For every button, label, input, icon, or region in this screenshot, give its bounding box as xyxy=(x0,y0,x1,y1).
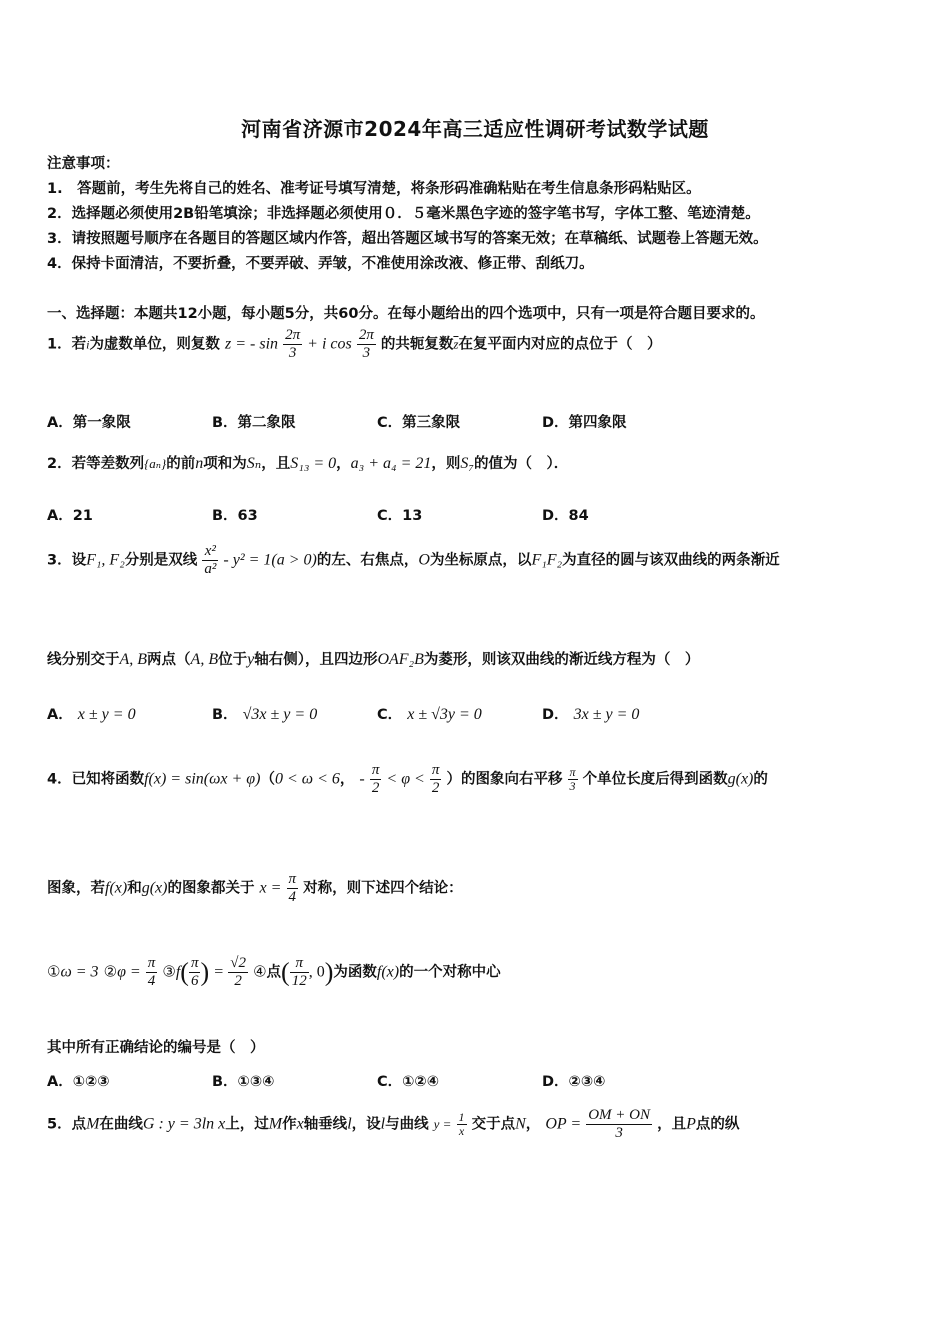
fraction: $\frac{\pi}{2}$ xyxy=(431,762,440,796)
question-4: 4．已知将函数f(x) = sin(ωx + φ)（0 < ω < 6， - $\frac{\pi}{2}$ < φ < $\frac{\pi}{2}$ ）的图象向右平移 $\frac{\pi}{3}$ 个单位长度后得到函数g(x)的 xyxy=(47,762,768,796)
question-4-prompt: 其中所有正确结论的编号是（ ） xyxy=(47,1040,265,1056)
option-b: B． √3x ± y = 0 xyxy=(212,706,318,723)
option-a: A． x ± y = 0 xyxy=(47,706,136,723)
option-c: C．13 xyxy=(377,508,423,524)
option-b: B．①③④ xyxy=(212,1074,275,1090)
fraction: $\frac{\pi}{6}$ xyxy=(190,955,199,989)
option-a: A．①②③ xyxy=(47,1074,110,1090)
option-d: D．②③④ xyxy=(542,1074,606,1090)
option-c: C．①②④ xyxy=(377,1074,439,1090)
note-item: 1. 答题前，考生先将自己的姓名、准考证号填写清楚，将条形码准确粘贴在考生信息条形码粘贴区。 xyxy=(47,181,701,197)
notes-heading: 注意事项： xyxy=(47,156,120,172)
option-a: A．第一象限 xyxy=(47,415,131,431)
question-2: 2．若等差数列{aₙ}的前n项和为Sₙ，且S₁₃ = 0，a₃ + a₄ = 21，则S₇的值为（ ）． xyxy=(47,455,569,472)
note-item: 2．选择题必须使用2B铅笔填涂；非选择题必须使用０．５毫米黑色字迹的签字笔书写，字体工整、笔迹清楚。 xyxy=(47,206,760,222)
question-1: 1．若i为虚数单位，则复数 z = - sin $\frac{2\pi}{3}$ + i cos $\frac{2\pi}{3}$ 的共轭复数$\overline{z}$在复平面内对应的点位于（ ） xyxy=(47,327,662,361)
question-4-line2: 图象，若f(x)和g(x)的图象都关于 x = $\frac{\pi}{4}$ 对称，则下述四个结论： xyxy=(47,871,463,905)
fraction: $\frac{2\pi}{3}$ xyxy=(285,327,301,361)
option-d: D． 3x ± y = 0 xyxy=(542,706,640,723)
note-item: 3．请按照题号顺序在各题目的答题区域内作答，超出答题区域书写的答案无效；在草稿纸、试题卷上答题无效。 xyxy=(47,231,768,247)
fraction: $\frac{\pi}{4}$ xyxy=(147,955,156,989)
question-4-conclusions: ①ω = 3 ②φ = $\frac{\pi}{4}$ ③f( $\frac{\pi}{6}$ ) = $\frac{√2}{2}$ ④点( $\frac{\pi}{12}$ , 0)为函数f(x)的一个对称中心 xyxy=(47,955,501,989)
fraction: $\frac{OM + ON}{3}$ xyxy=(588,1107,651,1141)
fraction: $\frac{2\pi}{3}$ xyxy=(358,327,374,361)
option-a: A．21 xyxy=(47,508,93,524)
option-c: C．第三象限 xyxy=(377,415,461,431)
option-d: D．84 xyxy=(542,508,589,524)
fraction: $\frac{√2}{2}$ xyxy=(230,955,247,989)
fraction: $\frac{\pi}{3}$ xyxy=(569,765,576,793)
section-heading: 一、选择题：本题共12小题，每小题5分，共60分。在每小题给出的四个选项中，只有一项是符合题目要求的。 xyxy=(47,306,765,322)
option-d: D．第四象限 xyxy=(542,415,627,431)
fraction: $\frac{\pi}{12}$ xyxy=(291,955,307,989)
page-title: 河南省济源市2024年高三适应性调研考试数学试题 xyxy=(241,117,709,141)
option-b: B．第二象限 xyxy=(212,415,296,431)
option-c: C． x ± √3y = 0 xyxy=(377,706,482,723)
fraction: $\frac{\pi}{2}$ xyxy=(371,762,380,796)
question-5: 5．点M在曲线G : y = 3ln x上，过M作x轴垂线l，设l与曲线 y = $\frac{1}{x}$ 交于点N， OP = $\frac{OM + ON}{3}$ ，且P点的纵 xyxy=(47,1107,740,1141)
option-b: B．63 xyxy=(212,508,258,524)
question-3: 3．设F₁, F₂分别是双线 $\frac{\text{x²}}{\text{a²}}$ - y² = 1(a > 0)的左、右焦点，O为坐标原点，以F₁F₂为直径的圆与该双曲线的两条渐近 xyxy=(47,543,780,577)
note-item: 4．保持卡面清洁，不要折叠，不要弄破、弄皱，不准使用涂改液、修正带、刮纸刀。 xyxy=(47,256,594,272)
fraction: $\frac{\pi}{4}$ xyxy=(288,871,297,905)
fraction: $\frac{1}{x}$ xyxy=(458,1110,465,1138)
fraction: $\frac{\text{x²}}{\text{a²}}$ xyxy=(204,543,217,577)
question-3-line2: 线分别交于A, B两点（A, B位于y轴右侧），且四边形OAF₂B为菱形，则该双曲线的渐近线方程为（ ） xyxy=(47,651,700,668)
